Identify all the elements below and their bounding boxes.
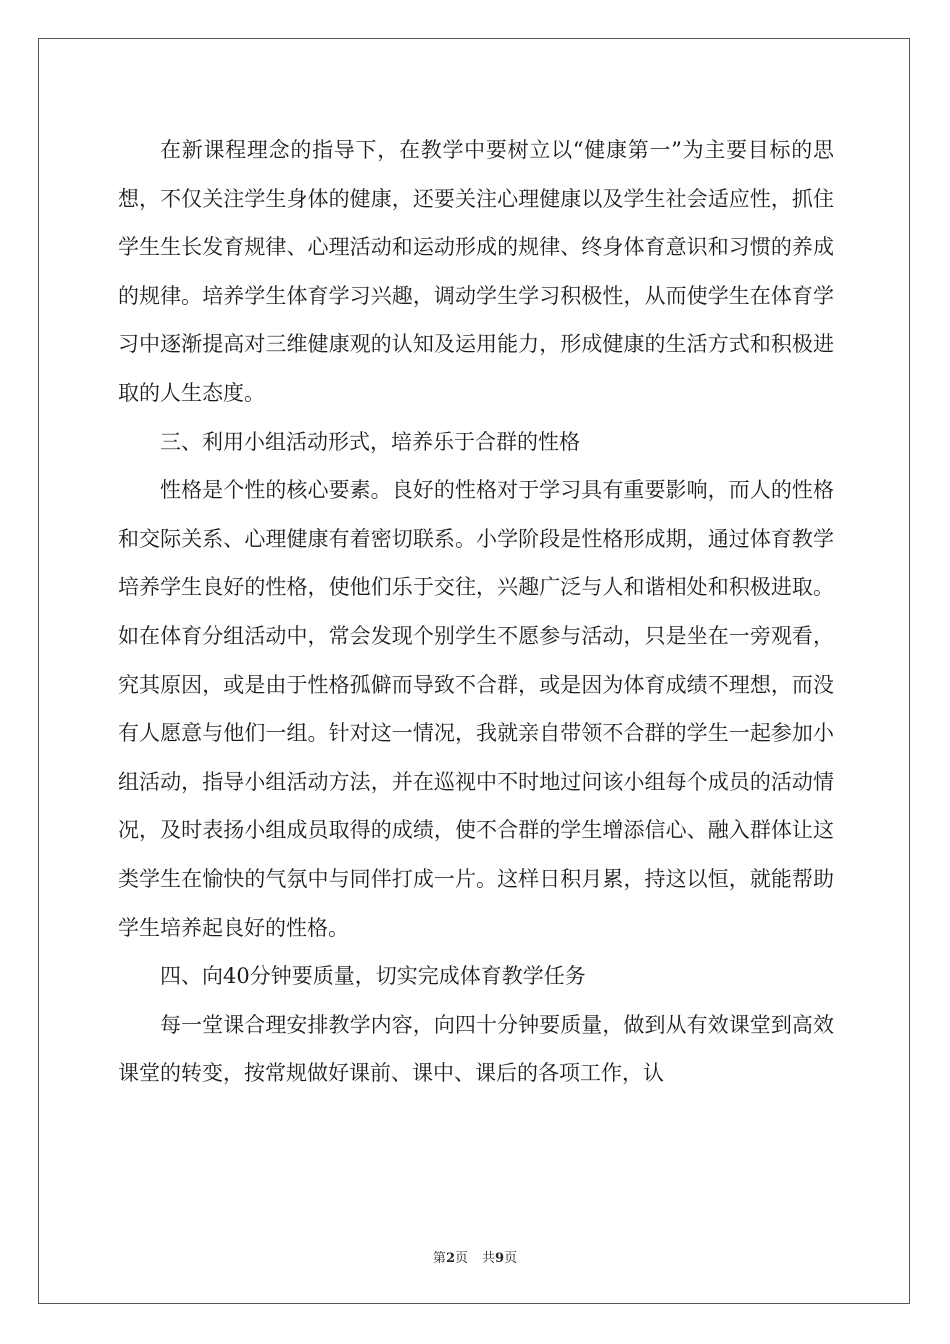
body-paragraph: 每一堂课合理安排教学内容，向四十分钟要质量，做到从有效课堂到高效课堂的转变，按常规做好课前、课中、课后的各项工作，认 (118, 1012, 834, 1086)
page-footer (0, 1247, 950, 1266)
page-number-current: 2 (445, 1251, 455, 1266)
total-suffix: 页 (504, 1251, 518, 1266)
page-prefix: 第 (432, 1251, 446, 1266)
body-paragraph: 性格是个性的核心要素。良好的性格对于学习具有重要影响，而人的性格和交际关系、心理健康有着密切联系。小学阶段是性格形成期，通过体育教学培养学生良好的性格，使他们乐于交往，兴趣广泛与人和谐相处和积极进取。如在体育分组活动中，常会发现个别学生不愿参与活动，只是坐在一旁观看，究其原因，或是由于性格孤僻而导致不合群，或是因为体育成绩不理想，而没有人愿意与他们一组。针对这一情况，我就亲自带领不合群的学生一起参加小组活动，指导小组活动方法，并在巡视中不时地过问该小组每个成员的活动情况，及时表扬小组成员取得的成绩，使不合群的学生增添信心、融入群体让这类学生在愉快的气氛中与同伴打成一片。这样日积月累，持这以恒，就能帮助学生培养起良好的性格。 (118, 478, 834, 940)
body-paragraph: 在新课程理念的指导下，在教学中要树立以“健康第一”为主要目标的思想，不仅关注学生身体的健康，还要关注心理健康以及学生社会适应性，抓住学生生长发育规律、心理活动和运动形成的规律、终身体育意识和习惯的养成的规律。培养学生体育学习兴趣，调动学生学习积极性，从而使学生在体育学习中逐渐提高对三维健康观的认知及运用能力，形成健康的生活方式和积极进取的人生态度。 (118, 138, 834, 405)
document-body (118, 126, 834, 1098)
page-number-total: 9 (495, 1251, 505, 1266)
section-heading: 四、向40分钟要质量，切实完成体育教学任务 (160, 964, 586, 989)
section-heading: 三、利用小组活动形式，培养乐于合群的性格 (160, 429, 580, 454)
total-prefix: 共 (482, 1251, 496, 1266)
page-suffix: 页 (454, 1251, 468, 1266)
